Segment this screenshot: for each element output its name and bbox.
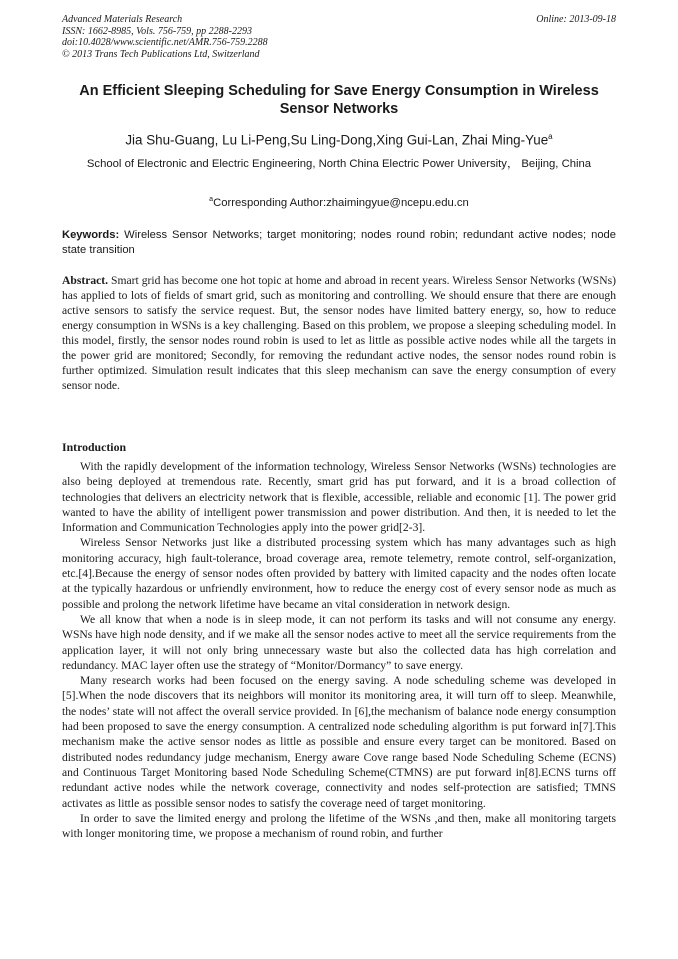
keywords-label: Keywords:	[62, 229, 120, 241]
author-superscript: a	[548, 132, 553, 141]
section-heading-introduction: Introduction	[62, 440, 127, 454]
paper-title: An Efficient Sleeping Scheduling for Save Energy Consumption in Wireless Sensor Networks	[79, 83, 599, 117]
introduction-body	[62, 459, 616, 841]
abstract-text: Smart grid has become one hot topic at home and abroad in recent years. Wireless Sensor Networks (WSNs) has applied to lots of fields of smart grid, such as monitoring and controlling. We should ensure that there are enough active sensors to satisfy the service request. But, the sensor nodes have limited battery energy, so, how to reduce energy consumption in WSNs is a key challenging. Based on this problem, we propose a sleeping scheduling model. In this model, firstly, the sensor nodes round robin is used to let as little as possible active nodes while all the targets in the power grid are monitored; Secondly, for removing the redundant active nodes, the sensor nodes round robin is further optimized. Simulation result indicates that this sleep mechanism can save the energy consumption of every sensor node.	[62, 274, 616, 392]
copyright-line: © 2013 Trans Tech Publications Ltd, Switzerland	[62, 48, 260, 60]
body-paragraph: We all know that when a node is in sleep mode, it can not perform its tasks and will not consume any energy. WSNs have high node density, and if we make all the sensor nodes active to meet all the service requirements from the application layer, it will not only bring unnecessary waste but also the collected data has high correlation and redundancy. MAC layer often use the strategy of “Monitor/Dormancy” to save energy.	[62, 612, 616, 672]
body-paragraph: With the rapidly development of the information technology, Wireless Sensor Networks (WSNs) technologies are also being deployed at tremendous rate. Recently, smart grid has put forward, and it is a broad collection of technologies that delivers an electricity network that is flexible, accessible, reliable and economic [1]. The power grid wanted to have the ability of intelligent power transmission and power distribution. And then, it is needed to let the Information and Communication Technologies apply into the power grid[2-3].	[62, 460, 616, 535]
journal-header	[62, 14, 422, 60]
author-list	[62, 128, 616, 148]
online-date: Online: 2013-09-18	[536, 14, 616, 25]
corresponding-author	[62, 193, 616, 210]
keywords-block	[62, 228, 616, 258]
abstract-block	[62, 273, 616, 393]
body-paragraph: Many research works had been focused on the energy saving. A node scheduling scheme was developed in [5].When the node discovers that its neighbors will monitor its monitoring area, it will turn off to sleep. Meanwhile, the nodes’ state will not affect the overall service provided. In [6],the mechanism of balance node energy consumption had been proposed to save the energy consumption. A centralized node scheduling algorithm is put forward in[7].This mechanism make the active sensor nodes as little as possible and ensure every target can be monitored. Based on distributed nodes redundancy judge mechanism, Energy aware Cove range based Node Scheduling Scheme (ECNS) and Continuous Target Monitoring based Node Scheduling Scheme(CTMNS) are put forward in[8].ECNS turns off redundant active nodes while the network coverage, connectivity and nodes self-protection are satisfied; TMNS activates as little as possible sensor nodes to satisfy the coverage need of target monitoring.	[62, 674, 616, 810]
keywords-text: Wireless Sensor Networks; target monitoring; nodes round robin; redundant active nodes; node state transition	[62, 229, 616, 257]
doi-line: doi:10.4028/www.scientific.net/AMR.756-759.2288	[62, 37, 268, 49]
abstract-label: Abstract.	[62, 274, 109, 287]
body-paragraph: In order to save the limited energy and prolong the lifetime of the WSNs ,and then, make all monitoring targets with longer monitoring time, we propose a mechanism of round robin, and further	[62, 811, 616, 841]
corresponding-superscript: a	[209, 196, 214, 203]
body-paragraph: Wireless Sensor Networks just like a distributed processing system which has many advantages such as high monitoring accuracy, high fault-tolerance, broad coverage area, remote telemetry, remote control, self-organization, etc.[4].Because the energy of sensor nodes often provided by battery with limited capacity and the nodes often locate at the typically hazardous or unfriendly environment, how to reduce the energy cost of every sensor node as much as possible and prolong the network lifetime have became an vital consideration in network design.	[62, 536, 616, 611]
affiliation: School of Electronic and Electric Engineering, North China Electric Power University， Beijing, China	[86, 158, 592, 170]
author-names: Jia Shu-Guang, Lu Li-Peng,Su Ling-Dong,Xing Gui-Lan, Zhai Ming-Yue	[125, 132, 549, 148]
journal-name: Advanced Materials Research	[62, 14, 183, 25]
corresponding-email: Corresponding Author:zhaimingyue@ncepu.edu.cn	[213, 196, 469, 209]
issn-line: ISSN: 1662-8985, Vols. 756-759, pp 2288-2293	[62, 25, 252, 37]
